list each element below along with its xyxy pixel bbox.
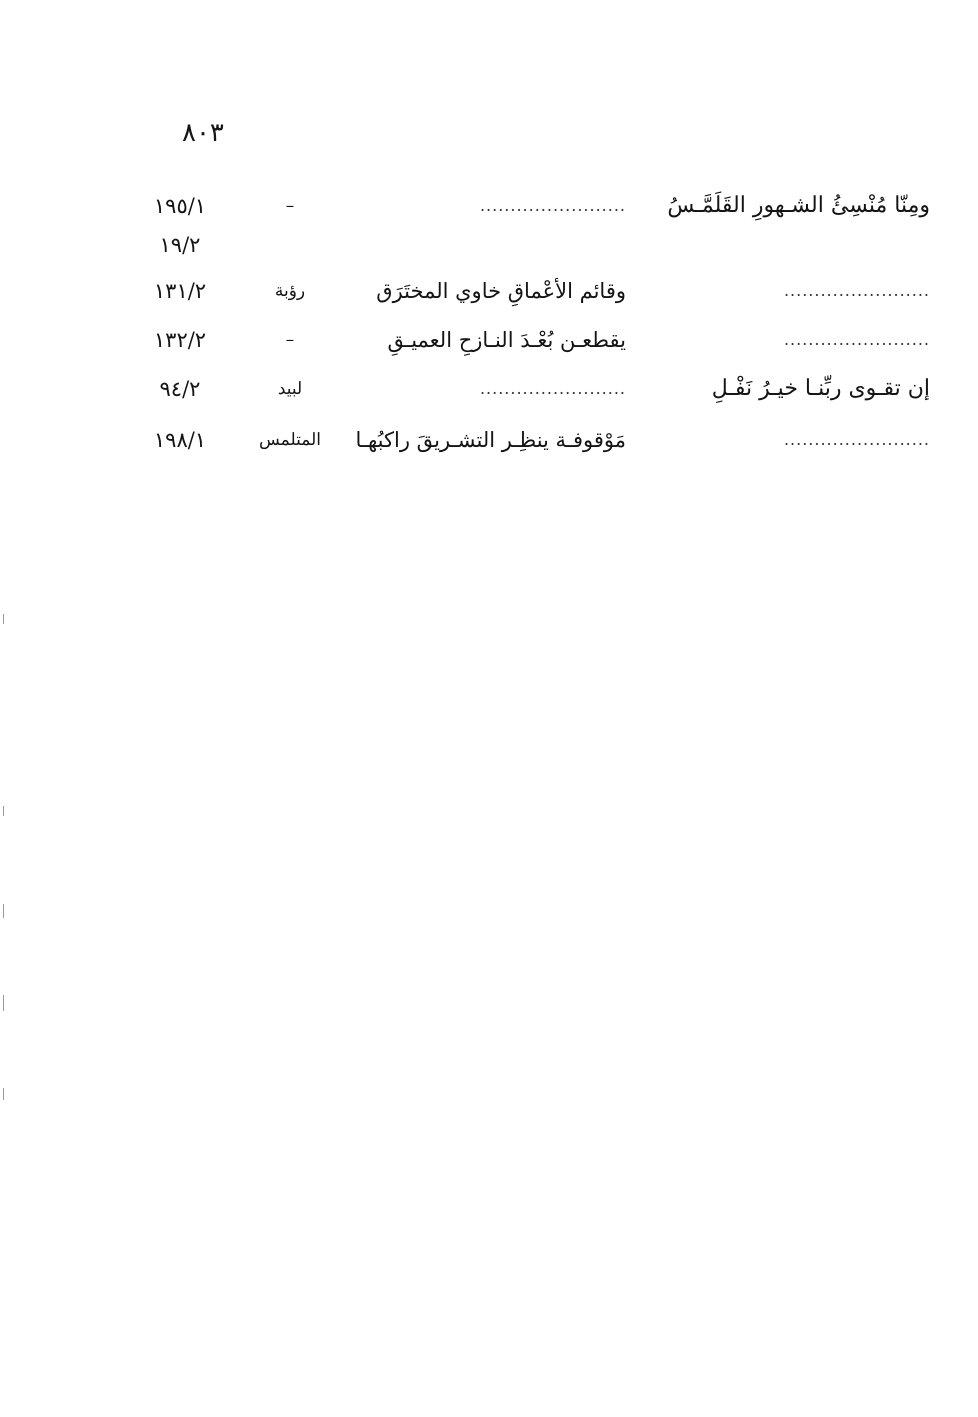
verse-second-hemistich: ........................ (479, 196, 626, 215)
verse-first-hemistich: ........................ (783, 281, 930, 300)
verse-second-hemistich: ........................ (479, 379, 626, 398)
page-number: ٨٠٣ (182, 118, 224, 148)
verse-second-hemistich: يقطعـن بُعْـدَ النـازحِ العميـقِ (387, 328, 626, 352)
table-row (0, 271, 978, 311)
verse-first-hemistich: إن تقـوى ربِّنـا خيـرُ نَفْـلِ (711, 376, 930, 401)
scan-artifact-mark (3, 806, 4, 816)
scan-artifact-mark (3, 614, 4, 624)
reference-secondary: ١٩/٢ (159, 233, 201, 257)
poet-name: رؤبة (274, 281, 306, 301)
reference: ١٩٨/١ (153, 428, 207, 452)
table-row-continuation (0, 225, 978, 265)
poet-name: – (285, 330, 295, 350)
scan-artifact-mark (3, 904, 4, 918)
poet-name: – (285, 196, 295, 216)
table-row (0, 420, 978, 460)
reference: ١٩٥/١ (153, 194, 207, 218)
reference: ١٣١/٢ (153, 279, 207, 303)
scan-artifact-mark (3, 995, 4, 1011)
verse-first-hemistich: ........................ (783, 430, 930, 449)
table-row (0, 369, 978, 409)
reference: ١٣٢/٢ (153, 328, 207, 352)
verse-second-hemistich: وقائم الأعْماقِ خاوي المختَرَق (376, 279, 626, 303)
verse-first-hemistich: ........................ (783, 330, 930, 349)
verse-second-hemistich: مَوْقوفـة ينظِـر التشـريقَ راكبُهـا (355, 428, 626, 452)
table-row (0, 186, 978, 226)
verse-first-hemistich: ومِنّا مُنْسِئُ الشـهورِ القَلَمَّـسُ (667, 193, 930, 218)
poet-name: المتلمس (259, 430, 321, 450)
poet-name: لبيد (277, 379, 303, 399)
reference: ٩٤/٢ (159, 377, 201, 401)
table-row (0, 320, 978, 360)
scan-artifact-mark (3, 1088, 4, 1100)
